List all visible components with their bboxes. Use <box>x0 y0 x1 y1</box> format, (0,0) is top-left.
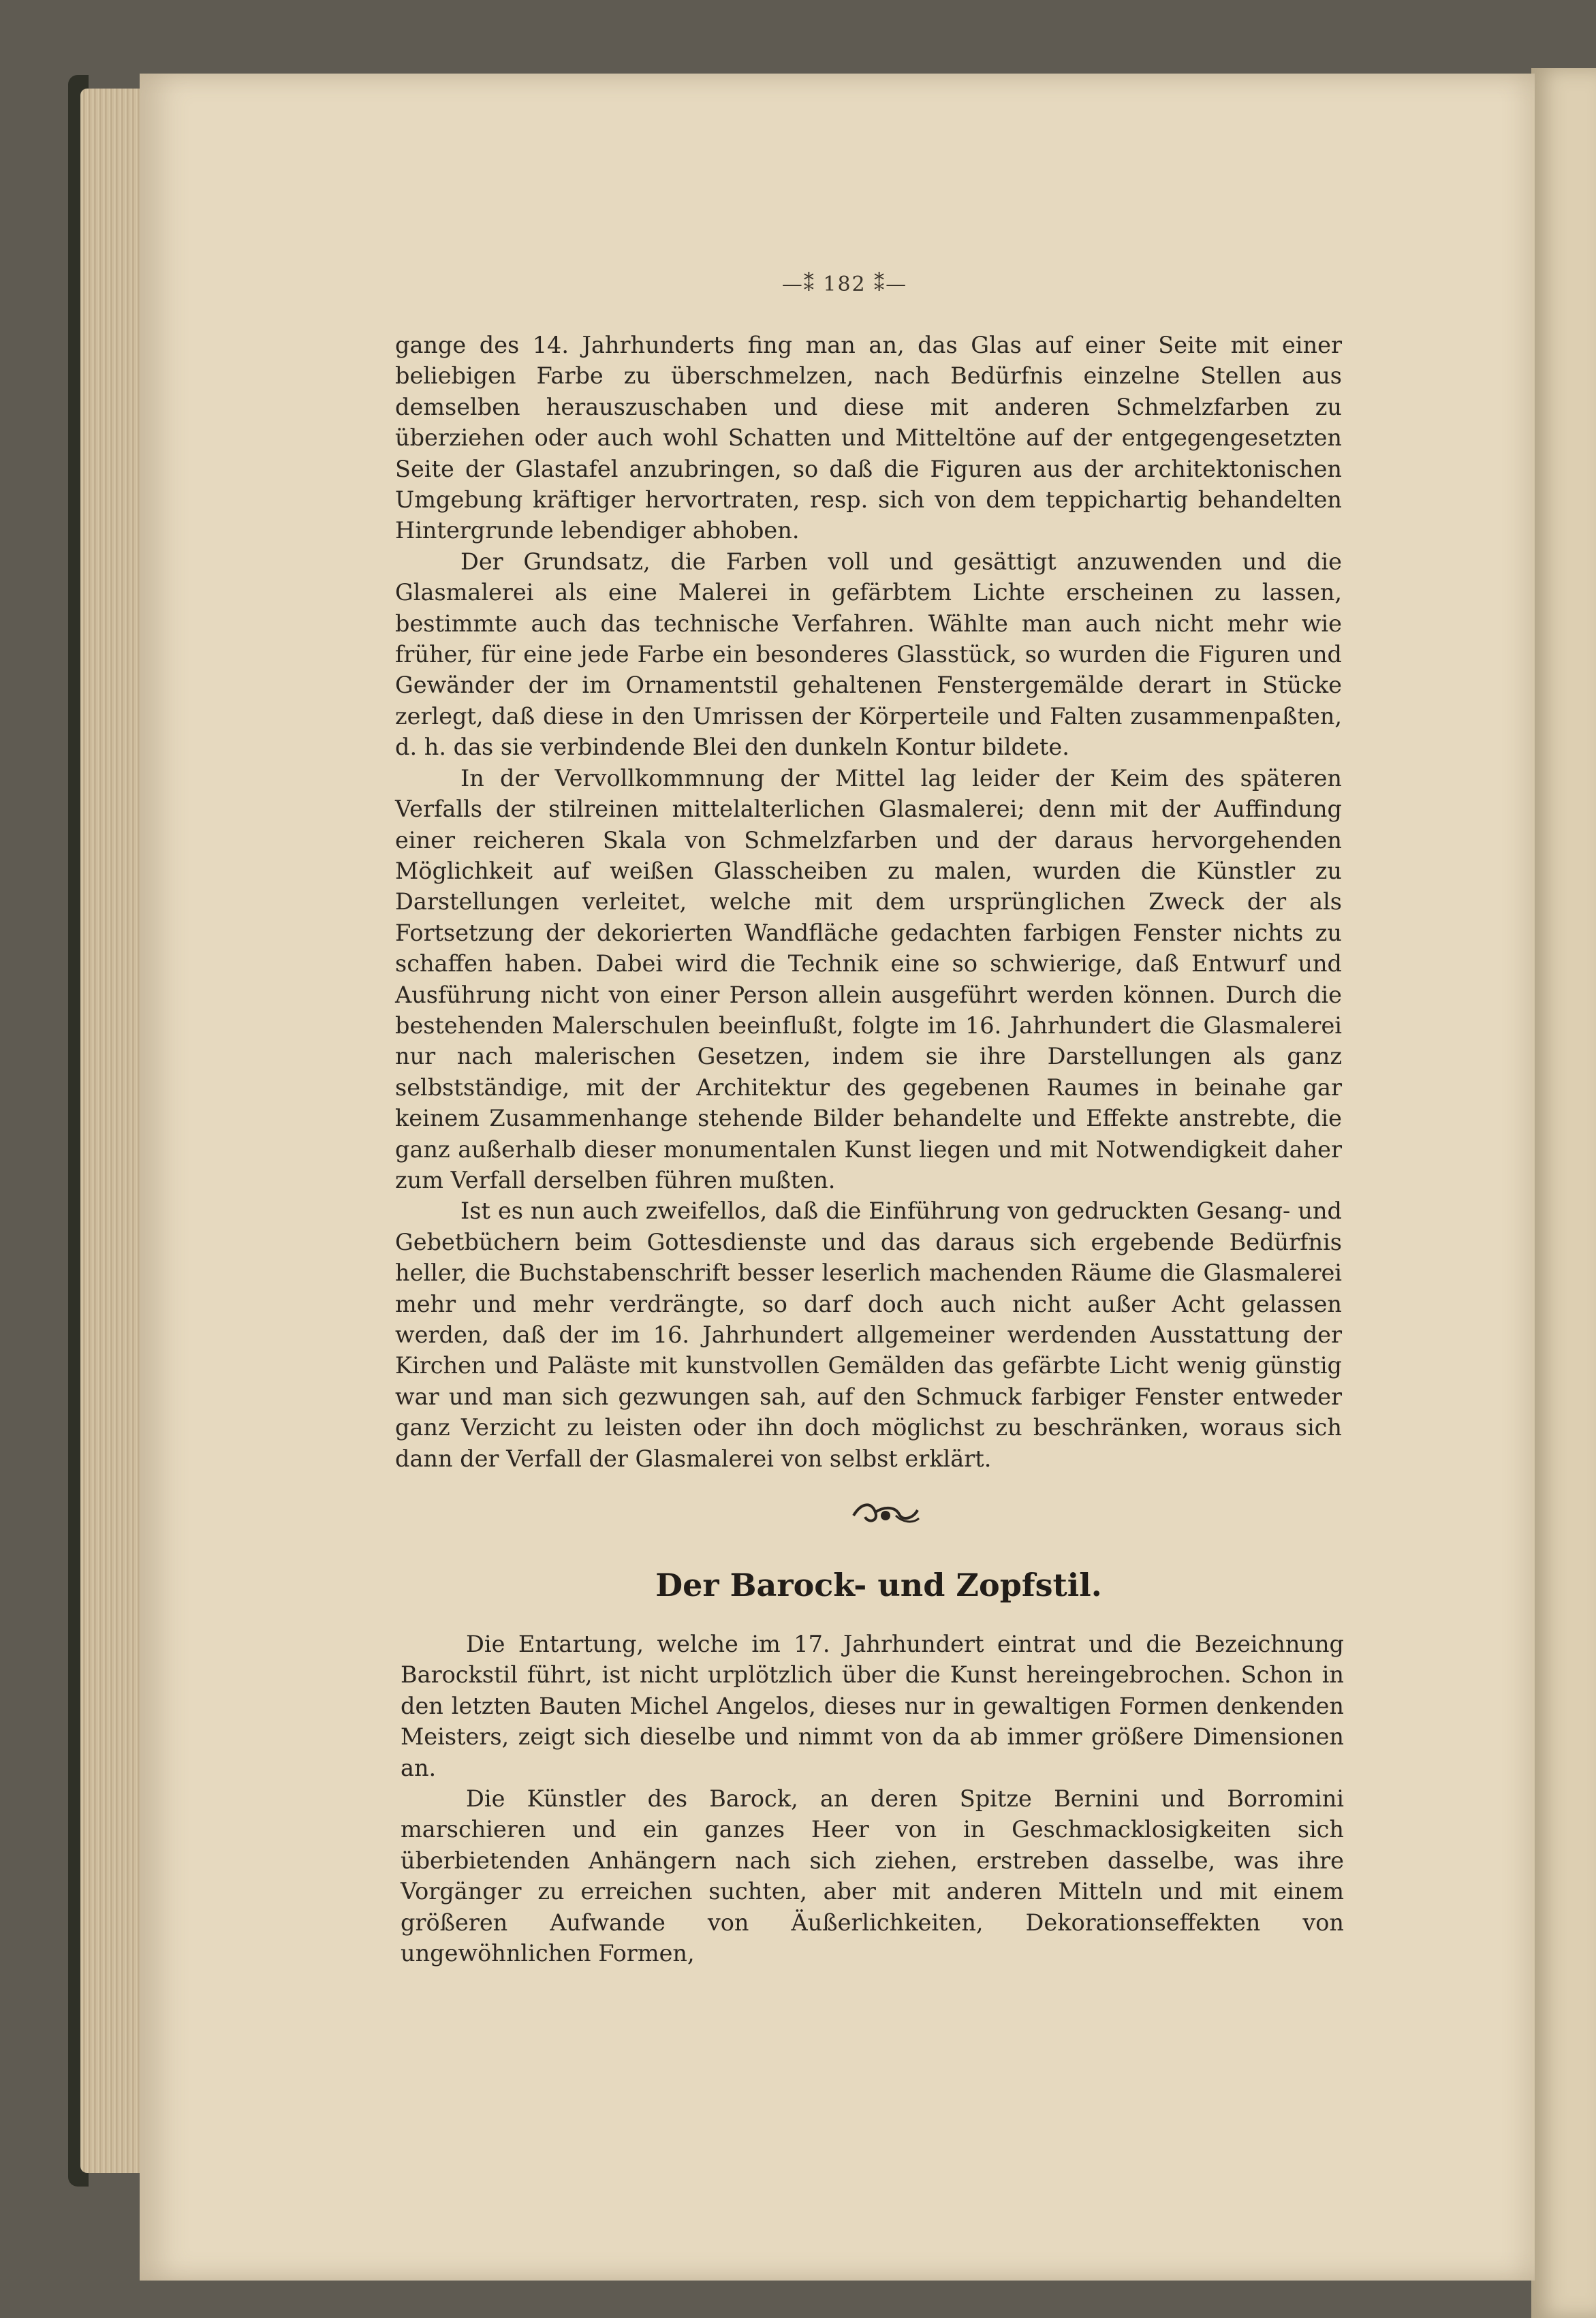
paragraph: Die Entartung, welche im 17. Jahrhundert eintrat und die Bezeichnung Barockstil führt, ist nicht urplötzlich über die Kunst hereingebrochen. Schon in den letzten Bauten Michel Angelos, dieses nur in gewaltigen Formen denkenden Meisters, zeigt sich dieselbe und nimmt von da ab immer größere Dimensionen an. <box>401 1631 1344 1781</box>
page-edges <box>80 89 148 2173</box>
section-body-text <box>401 1629 1344 1969</box>
paragraph: Ist es nun auch zweifellos, daß die Einführung von gedruckten Gesang- und Gebetbüchern beim Gottesdienste und das daraus sich ergebende Bedürfnis heller, die Buchstabenschrift besser leserlich machenden Räume die Glasmalerei mehr und mehr verdrängte, so darf doch auch nicht außer Acht gelassen werden, daß der im 16. Jahrhundert allgemeiner werdenden Ausstattung der Kirchen und Paläste mit kunstvollen Gemälden das gefärbte Licht wenig günstig war und man sich gezwungen sah, auf den Schmuck farbiger Fenster entweder ganz Verzicht zu leisten oder ihn doch möglichst zu beschränken, woraus sich dann der Verfall der Glasmalerei von selbst erklärt. <box>395 1197 1342 1472</box>
paragraph: In der Vervollkommnung der Mittel lag leider der Keim des späteren Verfalls der stilreinen mittelalterlichen Glasmalerei; denn mit der Auffindung einer reicheren Skala von Schmelzfarben und der daraus hervorgehenden Möglichkeit auf weißen Glasscheiben zu malen, wurden die Künstler zu Darstellungen verleitet, welche mit dem ursprünglichen Zweck der als Fortsetzung der dekorierten Wandfläche gedachten farbigen Fenster nichts zu schaffen haben. Dabei wird die Technik eine so schwierige, daß Entwurf und Ausführung nicht von einer Person allein ausgeführt werden können. Durch die bestehenden Malerschulen beeinflußt, folgte im 16. Jahrhundert die Glasmalerei nur nach malerischen Gesetzen, indem sie ihre Darstellungen als ganz selbstständige, mit der Architektur des gegebenen Raumes in beinahe gar keinem Zusammenhange stehende Bilder behandelte und Effekte anstrebte, die ganz außerhalb dieser monumentalen Kunst liegen und mit Notwendigkeit daher zum Verfall derselben führen mußten. <box>395 764 1342 1193</box>
body-text <box>395 330 1342 1474</box>
paragraph: gange des 14. Jahrhunderts fing man an, das Glas auf einer Seite mit einer beliebigen Farbe zu überschmelzen, nach Bedürfnis einzelne Stellen aus demselben herauszuschaben und diese mit anderen Schmelzfarben zu überziehen oder auch wohl Schatten und Mitteltöne auf der entgegengesetzten Seite der Glastafel anzubringen, so daß die Figuren aus der architektonischen Umgebung kräftiger hervortraten, resp. sich von dem teppichartig behandelten Hintergrunde lebendiger abhoben. <box>395 332 1342 544</box>
section-title: Der Barock- und Zopfstil. <box>655 1567 1102 1603</box>
paragraph: Der Grundsatz, die Farben voll und gesättigt anzuwenden und die Glasmalerei als eine Malerei in gefärbtem Lichte erscheinen zu lassen, bestimmte auch das technische Verfahren. Wählte man auch nicht mehr wie früher, für eine jede Farbe ein besonderes Glasstück, so wurden die Figuren und Gewänder der im Ornamentstil gehaltenen Fenstergemälde derart in Stücke zerlegt, daß diese in den Umrissen der Körperteile und Falten zusammenpaßten, d. h. das sie verbindende Blei den dunkeln Kontur bildete. <box>395 548 1342 761</box>
facing-page-edge <box>1531 68 1596 2318</box>
floral-vignette-icon <box>848 1495 923 1529</box>
page-header: —⁑ 182 ⁑— <box>781 272 908 296</box>
paragraph: Die Künstler des Barock, an deren Spitze Bernini und Borromini marschieren und ein ganzes Heer von in Geschmacklosigkeiten sich überbietenden Anhängern nach sich ziehen, erstreben dasselbe, was ihre Vorgänger zu erreichen suchten, aber mit anderen Mitteln und mit einem größeren Aufwande von Äußerlichkeiten, Dekorationseffekten von ungewöhnlichen Formen, <box>401 1785 1344 1967</box>
